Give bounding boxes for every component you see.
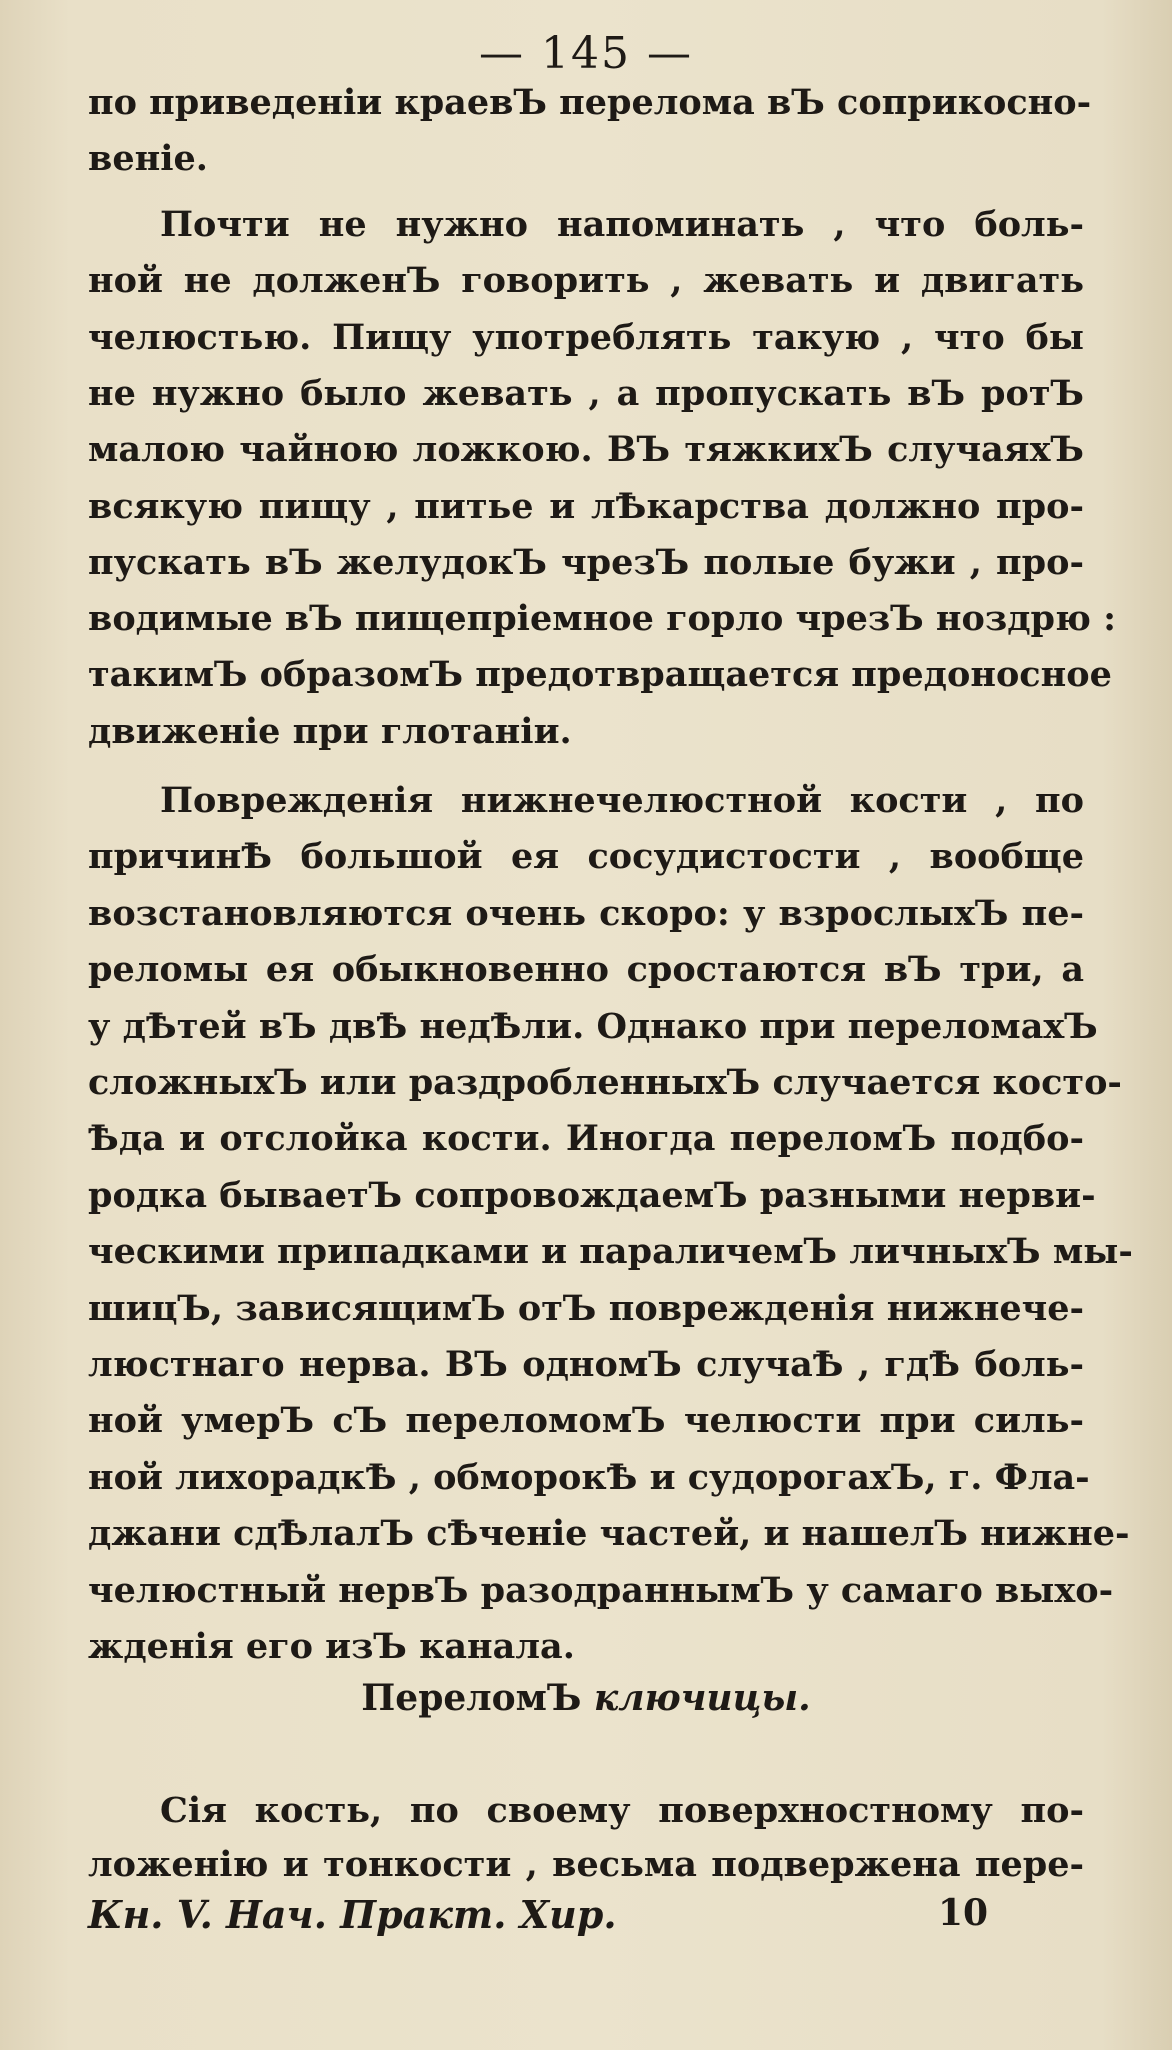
text-line: ной лихорадкѢ , обморокѢ и судорогахЪ, г. Фла-	[88, 1456, 1090, 1498]
text-line: родка бываетЪ сопровождаемЪ разными нерви-	[88, 1174, 1096, 1216]
text-line: малою чайною ложкою. ВЪ тяжкихЪ случаяхЪ	[88, 429, 1084, 471]
text-line: челюстный нервЪ разодраннымЪ у самаго выхо-	[88, 1569, 1114, 1611]
text-line: ной не долженЪ говорить , жевать и двигать	[88, 260, 1084, 302]
text-line: Поврежденія нижнечелюстной кости , по	[160, 780, 1084, 821]
text-line: реломы ея обыкновенно сростаются вЪ три, а	[88, 949, 1084, 991]
signature-mark: Кн. V. Нач. Практ. Хир.	[88, 1892, 617, 1937]
text-line: по приведеніи краевЪ перелома вЪ соприкосно-	[88, 82, 1092, 123]
text-line: у дѢтей вЪ двѢ недѢли. Однако при переломахЪ	[88, 1005, 1098, 1047]
text-line: ческими припадками и параличемЪ личныхЪ мы-	[88, 1231, 1133, 1273]
text-line: веніе.	[88, 138, 208, 179]
text-line: не нужно было жевать , а пропускать вЪ ротЪ	[88, 372, 1084, 414]
section-heading	[0, 1677, 1172, 1719]
text-line: Ѣда и отслойка кости. Иногда переломЪ подбо-	[88, 1118, 1084, 1160]
page-number: — 145 —	[479, 28, 693, 79]
text-line: сложныхЪ или раздробленныхЪ случается косто-	[88, 1062, 1122, 1103]
text-line: жденія его изЪ канала.	[88, 1626, 575, 1667]
text-line: Почти не нужно напоминать , что боль-	[160, 204, 1084, 245]
text-line: движеніе при глотаніи.	[88, 710, 572, 752]
text-line: возстановляются очень скоро: у взрослыхЪ пе-	[88, 892, 1084, 934]
text-line: челюстью. Пищу употреблять такую , что бы	[88, 316, 1084, 358]
text-line: люстнаго нерва. ВЪ одномЪ случаѢ , гдѢ боль-	[88, 1344, 1084, 1385]
text-line: причинѢ большой ея сосудистости , вообще	[88, 836, 1084, 878]
section-heading-plain: ПереломЪ	[361, 1677, 594, 1719]
sheet-number: 10	[938, 1892, 989, 1934]
text-line: водимые вЪ пищепріемное горло чрезЪ ноздрю :	[88, 598, 1116, 640]
text-line: всякую пищу , питье и лѢкарства должно про-	[88, 485, 1084, 527]
text-line: шицЪ, зависящимЪ отЪ поврежденія нижнече-	[88, 1287, 1084, 1329]
text-line: джани сдѢлалЪ сѢченіе частей, и нашелЪ нижне-	[88, 1513, 1130, 1555]
closing-line: Сія кость, по своему поверхностному по-	[160, 1790, 1084, 1831]
text-line: пускать вЪ желудокЪ чрезЪ полые бужи , про-	[88, 541, 1084, 583]
section-heading-italic: ключицы.	[593, 1677, 811, 1719]
text-line: ной умерЪ сЪ переломомЪ челюсти при силь-	[88, 1400, 1084, 1442]
closing-line: ложенію и тонкости , весьма подвержена пере-	[88, 1844, 1084, 1885]
text-line: такимЪ образомЪ предотвращается предоносное	[88, 654, 1112, 696]
